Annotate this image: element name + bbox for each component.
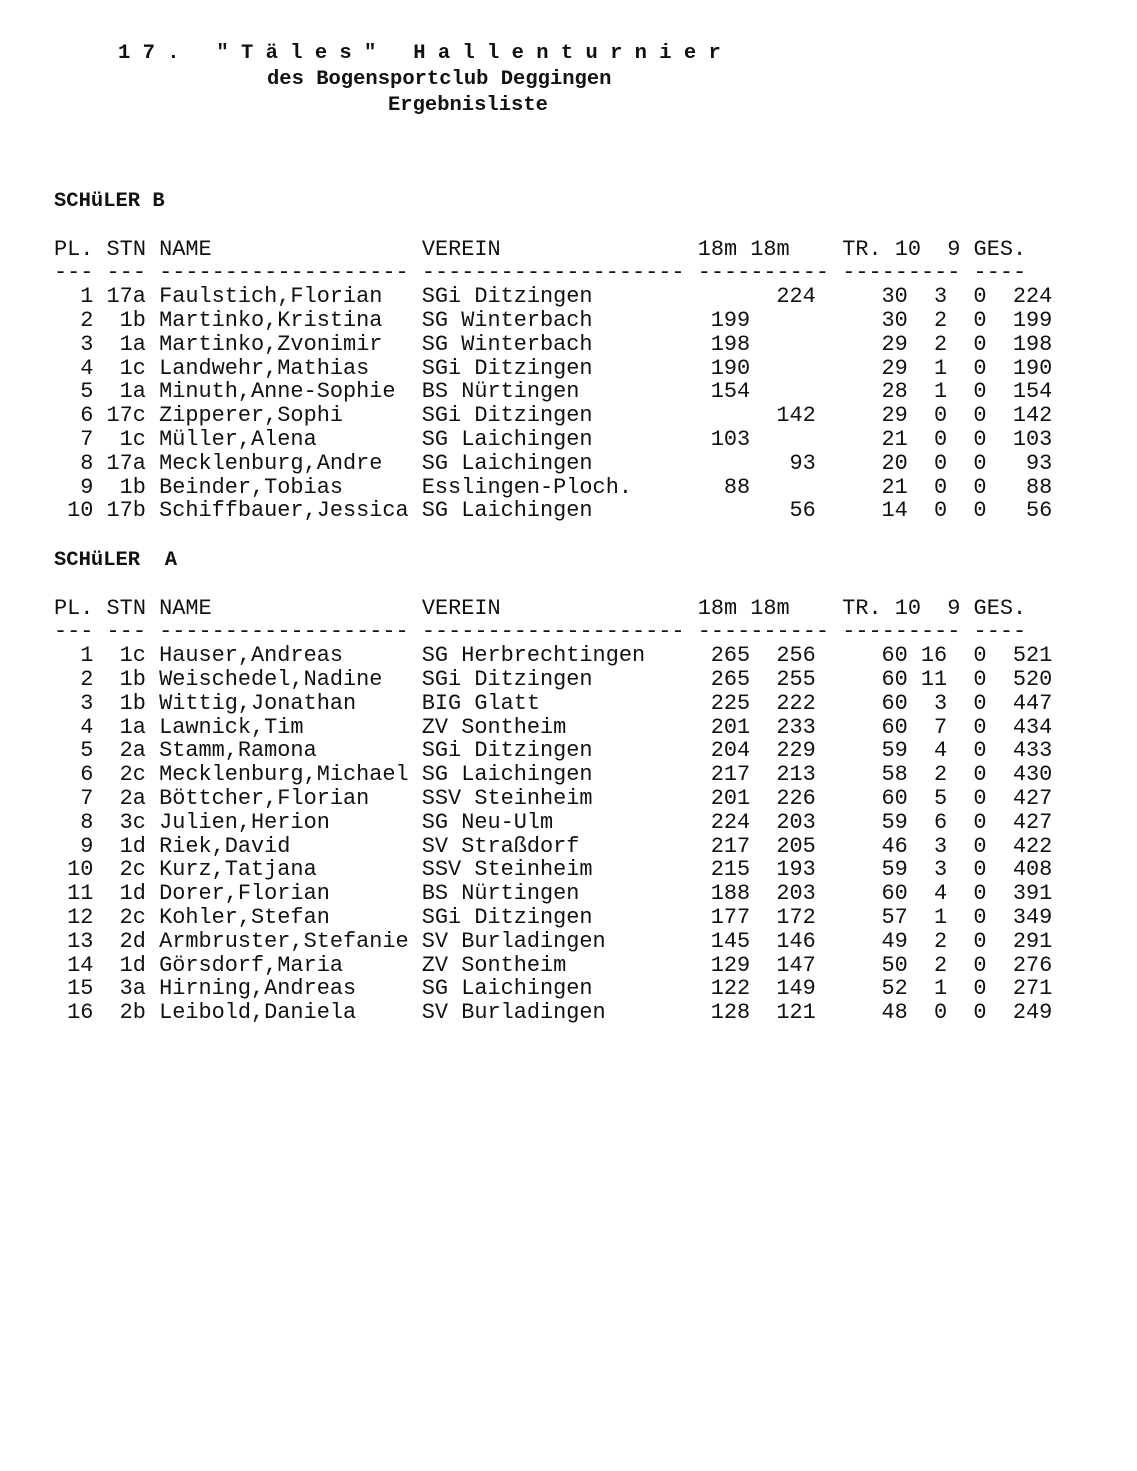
nines-count: 0 bbox=[973, 1001, 987, 1025]
total-score: 408 bbox=[1012, 858, 1053, 883]
tens-count: 0 bbox=[934, 427, 948, 452]
tens-count: 4 bbox=[934, 882, 948, 906]
club-name: SSV Steinheim bbox=[421, 786, 593, 811]
placement: 1 bbox=[80, 644, 94, 668]
nines-count: 0 bbox=[973, 380, 987, 405]
total-score: 291 bbox=[1012, 929, 1053, 954]
club-name: Esslingen-Ploch. bbox=[421, 475, 632, 500]
round2-score: 146 bbox=[776, 929, 816, 954]
nines-count: 0 bbox=[973, 667, 987, 692]
nines-count: 0 bbox=[973, 285, 987, 309]
station: 1a bbox=[119, 332, 146, 357]
column-header: PL. STN NAME VEREIN 18m 18m TR. 10 9 GES. bbox=[54, 595, 1027, 621]
nines-count: 0 bbox=[973, 475, 987, 500]
tournament-title: 1 7 . " T ä l e s " H a l l e n t u r n i e r bbox=[118, 42, 721, 65]
total-score: 434 bbox=[1012, 715, 1053, 740]
tens-count: 0 bbox=[934, 451, 948, 476]
total-score: 447 bbox=[1012, 691, 1053, 716]
section-schueler-a bbox=[54, 549, 1052, 1025]
station: 1c bbox=[119, 356, 146, 381]
tens-count: 0 bbox=[934, 499, 948, 524]
round1-score: 201 bbox=[710, 786, 751, 811]
total-score: 433 bbox=[1012, 739, 1053, 764]
hits-count: 57 bbox=[881, 905, 908, 930]
table-row bbox=[54, 692, 1052, 716]
column-header: PL. STN NAME VEREIN 18m 18m TR. 10 9 GES. bbox=[54, 236, 1027, 262]
total-score: 422 bbox=[1012, 834, 1053, 859]
total-score: 521 bbox=[1012, 644, 1053, 668]
round2-score: 56 bbox=[789, 499, 816, 524]
archer-name: Böttcher,Florian bbox=[159, 786, 370, 811]
tens-count: 2 bbox=[934, 332, 948, 357]
station: 3c bbox=[119, 810, 146, 835]
station: 1a bbox=[119, 715, 146, 740]
round2-score: 255 bbox=[776, 667, 816, 692]
station: 2d bbox=[119, 929, 146, 954]
nines-count: 0 bbox=[973, 953, 987, 978]
archer-name: Leibold,Daniela bbox=[159, 1001, 357, 1025]
club-name: SG Laichingen bbox=[421, 499, 593, 524]
table-row bbox=[54, 452, 1052, 476]
club-name: SG Laichingen bbox=[421, 977, 593, 1002]
table-row bbox=[54, 357, 1052, 381]
total-score: 427 bbox=[1012, 786, 1053, 811]
tens-count: 0 bbox=[934, 404, 948, 428]
club-name: SV Straßdorf bbox=[421, 834, 580, 859]
tens-count: 0 bbox=[934, 475, 948, 500]
round2-score: 213 bbox=[776, 763, 816, 787]
placement: 1 bbox=[80, 285, 94, 309]
station: 2a bbox=[119, 786, 146, 811]
nines-count: 0 bbox=[973, 356, 987, 381]
club-name: SG Laichingen bbox=[421, 427, 593, 452]
round2-score bbox=[763, 309, 816, 333]
club-name: ZV Sontheim bbox=[421, 953, 567, 978]
nines-count: 0 bbox=[973, 427, 987, 452]
round2-score bbox=[763, 428, 816, 452]
club-name: SG Neu-Ulm bbox=[421, 810, 554, 835]
round1-score: 265 bbox=[710, 644, 751, 668]
total-score: 190 bbox=[1012, 356, 1053, 381]
table-row bbox=[54, 285, 1052, 309]
placement: 13 bbox=[67, 929, 94, 954]
club-name: BIG Glatt bbox=[421, 691, 541, 716]
round1-score: 177 bbox=[710, 905, 751, 930]
club-subtitle: des Bogensportclub Deggingen bbox=[267, 68, 612, 91]
nines-count: 0 bbox=[973, 691, 987, 716]
table-row bbox=[54, 739, 1052, 763]
round1-score bbox=[698, 499, 751, 523]
station: 1b bbox=[119, 691, 146, 716]
total-score: 93 bbox=[1025, 451, 1053, 476]
tens-count: 16 bbox=[920, 644, 948, 668]
nines-count: 0 bbox=[973, 739, 987, 764]
round2-score bbox=[763, 476, 816, 500]
tens-count: 5 bbox=[934, 786, 948, 811]
station: 1b bbox=[119, 308, 146, 333]
total-score: 103 bbox=[1012, 427, 1053, 452]
club-name: SGi Ditzingen bbox=[421, 739, 593, 764]
club-name: SG Herbrechtingen bbox=[421, 644, 646, 668]
table-row bbox=[54, 954, 1052, 978]
nines-count: 0 bbox=[973, 929, 987, 954]
total-score: 199 bbox=[1012, 308, 1053, 333]
placement: 9 bbox=[80, 475, 94, 500]
round1-score: 199 bbox=[710, 308, 751, 333]
round1-score: 88 bbox=[723, 475, 751, 500]
round1-score: 129 bbox=[710, 953, 751, 978]
archer-name: Martinko,Kristina bbox=[159, 308, 383, 333]
results-table bbox=[54, 644, 1052, 1025]
archer-name: Beinder,Tobias bbox=[159, 475, 343, 500]
archer-name: Kurz,Tatjana bbox=[159, 858, 317, 883]
club-name: SSV Steinheim bbox=[421, 858, 593, 883]
placement: 14 bbox=[67, 953, 94, 978]
nines-count: 0 bbox=[973, 763, 987, 787]
round2-score: 233 bbox=[776, 715, 816, 740]
station: 2a bbox=[119, 739, 146, 764]
hits-count: 28 bbox=[881, 380, 908, 405]
hits-count: 60 bbox=[881, 715, 908, 740]
round1-score: 198 bbox=[710, 332, 751, 357]
archer-name: Kohler,Stefan bbox=[159, 905, 330, 930]
hits-count: 30 bbox=[881, 308, 908, 333]
club-name: SG Laichingen bbox=[421, 763, 593, 787]
nines-count: 0 bbox=[973, 451, 987, 476]
archer-name: Görsdorf,Maria bbox=[159, 953, 343, 978]
table-row bbox=[54, 835, 1052, 859]
placement: 8 bbox=[80, 810, 94, 835]
archer-name: Wittig,Jonathan bbox=[159, 691, 357, 716]
table-row bbox=[54, 499, 1052, 523]
club-name: SG Laichingen bbox=[421, 451, 593, 476]
club-name: SV Burladingen bbox=[421, 1001, 606, 1025]
nines-count: 0 bbox=[973, 308, 987, 333]
archer-name: Stamm,Ramona bbox=[159, 739, 317, 764]
round2-score: 205 bbox=[776, 834, 816, 859]
table-row bbox=[54, 763, 1052, 787]
placement: 10 bbox=[67, 858, 94, 883]
total-score: 391 bbox=[1012, 882, 1053, 906]
table-row bbox=[54, 668, 1052, 692]
club-name: ZV Sontheim bbox=[421, 715, 567, 740]
round2-score: 193 bbox=[776, 858, 816, 883]
placement: 15 bbox=[67, 977, 94, 1002]
station: 1d bbox=[119, 834, 146, 859]
club-name: BS Nürtingen bbox=[421, 882, 580, 906]
total-score: 224 bbox=[1012, 285, 1053, 309]
nines-count: 0 bbox=[973, 834, 987, 859]
tens-count: 0 bbox=[934, 1001, 948, 1025]
placement: 8 bbox=[80, 451, 94, 476]
total-score: 271 bbox=[1012, 977, 1053, 1002]
section-heading: SCHüLER A bbox=[54, 549, 178, 572]
placement: 12 bbox=[67, 905, 94, 930]
archer-name: Hirning,Andreas bbox=[159, 977, 357, 1002]
placement: 16 bbox=[67, 1001, 94, 1025]
placement: 9 bbox=[80, 834, 94, 859]
total-score: 142 bbox=[1012, 404, 1053, 428]
placement: 2 bbox=[80, 667, 94, 692]
round2-score: 229 bbox=[776, 739, 816, 764]
round2-score bbox=[763, 357, 816, 381]
table-row bbox=[54, 882, 1052, 906]
round1-score bbox=[698, 285, 751, 309]
tens-count: 2 bbox=[934, 953, 948, 978]
tens-count: 6 bbox=[934, 810, 948, 835]
station: 2c bbox=[119, 858, 146, 883]
station: 1c bbox=[119, 427, 146, 452]
tens-count: 3 bbox=[934, 285, 948, 309]
club-name: BS Nürtingen bbox=[421, 380, 580, 405]
nines-count: 0 bbox=[973, 332, 987, 357]
archer-name: Riek,David bbox=[159, 834, 291, 859]
table-row bbox=[54, 644, 1052, 668]
archer-name: Mecklenburg,Michael bbox=[159, 763, 409, 787]
header-separator: --- --- ------------------- -------------------- ---------- --------- ---- bbox=[54, 260, 1027, 286]
hits-count: 59 bbox=[881, 739, 908, 764]
table-row bbox=[54, 1001, 1052, 1025]
table-row bbox=[54, 716, 1052, 740]
tens-count: 2 bbox=[934, 308, 948, 333]
tens-count: 11 bbox=[920, 667, 948, 692]
nines-count: 0 bbox=[973, 810, 987, 835]
archer-name: Hauser,Andreas bbox=[159, 644, 343, 668]
round1-score: 215 bbox=[710, 858, 751, 883]
round1-score: 145 bbox=[710, 929, 751, 954]
tens-count: 2 bbox=[934, 763, 948, 787]
archer-name: Zipperer,Sophi bbox=[159, 404, 343, 428]
total-score: 198 bbox=[1012, 332, 1053, 357]
round1-score: 217 bbox=[710, 834, 751, 859]
round1-score: 103 bbox=[710, 427, 751, 452]
tens-count: 1 bbox=[934, 356, 948, 381]
total-score: 427 bbox=[1012, 810, 1053, 835]
round1-score: 188 bbox=[710, 882, 751, 906]
round2-score: 149 bbox=[776, 977, 816, 1002]
round1-score: 122 bbox=[710, 977, 751, 1002]
placement: 4 bbox=[80, 715, 94, 740]
round1-score: 190 bbox=[710, 356, 751, 381]
station: 2c bbox=[119, 905, 146, 930]
table-row bbox=[54, 333, 1052, 357]
tens-count: 1 bbox=[934, 977, 948, 1002]
archer-name: Lawnick,Tim bbox=[159, 715, 304, 740]
placement: 7 bbox=[80, 786, 94, 811]
station: 1a bbox=[119, 380, 146, 405]
placement: 4 bbox=[80, 356, 94, 381]
table-row bbox=[54, 906, 1052, 930]
hits-count: 59 bbox=[881, 858, 908, 883]
archer-name: Weischedel,Nadine bbox=[159, 667, 383, 692]
round1-score: 201 bbox=[710, 715, 751, 740]
hits-count: 29 bbox=[881, 332, 908, 357]
hits-count: 58 bbox=[881, 763, 908, 787]
table-row bbox=[54, 380, 1052, 404]
results-list-heading: Ergebnisliste bbox=[388, 94, 548, 117]
tens-count: 3 bbox=[934, 858, 948, 883]
archer-name: Dorer,Florian bbox=[159, 882, 330, 906]
club-name: SGi Ditzingen bbox=[421, 356, 593, 381]
total-score: 276 bbox=[1012, 953, 1053, 978]
station: 17a bbox=[106, 451, 146, 476]
station: 1d bbox=[119, 882, 146, 906]
archer-name: Martinko,Zvonimir bbox=[159, 332, 383, 357]
table-row bbox=[54, 787, 1052, 811]
station: 17b bbox=[106, 499, 146, 524]
hits-count: 21 bbox=[881, 427, 908, 452]
total-score: 349 bbox=[1012, 905, 1053, 930]
nines-count: 0 bbox=[973, 786, 987, 811]
table-row bbox=[54, 404, 1052, 428]
round1-score bbox=[698, 452, 751, 476]
club-name: SGi Ditzingen bbox=[421, 404, 593, 428]
round2-score: 147 bbox=[776, 953, 816, 978]
section-schueler-b bbox=[54, 190, 1052, 523]
station: 3a bbox=[119, 977, 146, 1002]
station: 1d bbox=[119, 953, 146, 978]
club-name: SGi Ditzingen bbox=[421, 667, 593, 692]
hits-count: 29 bbox=[881, 356, 908, 381]
nines-count: 0 bbox=[973, 858, 987, 883]
tens-count: 1 bbox=[934, 380, 948, 405]
round2-score: 256 bbox=[776, 644, 816, 668]
tens-count: 3 bbox=[934, 691, 948, 716]
round2-score: 142 bbox=[776, 404, 816, 428]
tens-count: 1 bbox=[934, 905, 948, 930]
total-score: 430 bbox=[1012, 763, 1053, 787]
placement: 11 bbox=[67, 882, 94, 906]
hits-count: 29 bbox=[881, 404, 908, 428]
table-row bbox=[54, 977, 1052, 1001]
nines-count: 0 bbox=[973, 882, 987, 906]
round1-score bbox=[698, 404, 751, 428]
archer-name: Armbruster,Stefanie bbox=[159, 929, 409, 954]
round1-score: 217 bbox=[710, 763, 751, 787]
station: 1b bbox=[119, 475, 146, 500]
table-row bbox=[54, 811, 1052, 835]
table-row bbox=[54, 309, 1052, 333]
nines-count: 0 bbox=[973, 977, 987, 1002]
round1-score: 265 bbox=[710, 667, 751, 692]
nines-count: 0 bbox=[973, 404, 987, 428]
results-table bbox=[54, 285, 1052, 523]
placement: 3 bbox=[80, 691, 94, 716]
round1-score: 128 bbox=[710, 1001, 751, 1025]
round2-score: 224 bbox=[776, 285, 816, 309]
station: 17c bbox=[106, 404, 146, 428]
hits-count: 60 bbox=[881, 691, 908, 716]
round2-score: 93 bbox=[789, 451, 816, 476]
hits-count: 60 bbox=[881, 667, 908, 692]
round2-score: 203 bbox=[776, 810, 816, 835]
round2-score bbox=[763, 333, 816, 357]
hits-count: 21 bbox=[881, 475, 908, 500]
hits-count: 60 bbox=[881, 644, 908, 668]
placement: 6 bbox=[80, 404, 94, 428]
total-score: 88 bbox=[1025, 475, 1053, 500]
round2-score: 226 bbox=[776, 786, 816, 811]
round2-score: 222 bbox=[776, 691, 816, 716]
placement: 2 bbox=[80, 308, 94, 333]
club-name: SGi Ditzingen bbox=[421, 285, 593, 309]
round2-score: 203 bbox=[776, 882, 816, 906]
placement: 10 bbox=[67, 499, 94, 524]
tens-count: 7 bbox=[934, 715, 948, 740]
club-name: SV Burladingen bbox=[421, 929, 606, 954]
station: 1b bbox=[119, 667, 146, 692]
total-score: 520 bbox=[1012, 667, 1053, 692]
hits-count: 49 bbox=[881, 929, 908, 954]
round1-score: 224 bbox=[710, 810, 751, 835]
station: 2b bbox=[119, 1001, 146, 1025]
hits-count: 52 bbox=[881, 977, 908, 1002]
nines-count: 0 bbox=[973, 905, 987, 930]
round2-score bbox=[763, 380, 816, 404]
club-name: SGi Ditzingen bbox=[421, 905, 593, 930]
archer-name: Schiffbauer,Jessica bbox=[159, 499, 409, 524]
section-heading: SCHüLER B bbox=[54, 190, 165, 213]
hits-count: 50 bbox=[881, 953, 908, 978]
placement: 7 bbox=[80, 427, 94, 452]
hits-count: 46 bbox=[881, 834, 908, 859]
tens-count: 3 bbox=[934, 834, 948, 859]
archer-name: Minuth,Anne-Sophie bbox=[159, 380, 396, 405]
station: 1c bbox=[119, 644, 146, 668]
archer-name: Müller,Alena bbox=[159, 427, 317, 452]
total-score: 154 bbox=[1012, 380, 1053, 405]
table-row bbox=[54, 428, 1052, 452]
club-name: SG Winterbach bbox=[421, 308, 593, 333]
hits-count: 48 bbox=[881, 1001, 908, 1025]
round1-score: 225 bbox=[710, 691, 751, 716]
nines-count: 0 bbox=[973, 499, 987, 524]
hits-count: 20 bbox=[881, 451, 908, 476]
round1-score: 154 bbox=[710, 380, 751, 405]
nines-count: 0 bbox=[973, 715, 987, 740]
round2-score: 121 bbox=[776, 1001, 816, 1025]
hits-count: 60 bbox=[881, 882, 908, 906]
archer-name: Faulstich,Florian bbox=[159, 285, 383, 309]
hits-count: 60 bbox=[881, 786, 908, 811]
hits-count: 59 bbox=[881, 810, 908, 835]
club-name: SG Winterbach bbox=[421, 332, 593, 357]
table-row bbox=[54, 858, 1052, 882]
station: 2c bbox=[119, 763, 146, 787]
archer-name: Mecklenburg,Andre bbox=[159, 451, 383, 476]
header-separator: --- --- ------------------- -------------------- ---------- --------- ---- bbox=[54, 619, 1027, 645]
placement: 5 bbox=[80, 739, 94, 764]
placement: 6 bbox=[80, 763, 94, 787]
placement: 5 bbox=[80, 380, 94, 405]
round2-score: 172 bbox=[776, 905, 816, 930]
archer-name: Landwehr,Mathias bbox=[159, 356, 370, 381]
hits-count: 14 bbox=[881, 499, 908, 524]
hits-count: 30 bbox=[881, 285, 908, 309]
table-row bbox=[54, 476, 1052, 500]
archer-name: Julien,Herion bbox=[159, 810, 330, 835]
tens-count: 2 bbox=[934, 929, 948, 954]
station: 17a bbox=[106, 285, 146, 309]
placement: 3 bbox=[80, 332, 94, 357]
nines-count: 0 bbox=[973, 644, 987, 668]
table-row bbox=[54, 930, 1052, 954]
total-score: 249 bbox=[1012, 1001, 1053, 1025]
tens-count: 4 bbox=[934, 739, 948, 764]
round1-score: 204 bbox=[710, 739, 751, 764]
total-score: 56 bbox=[1025, 499, 1053, 524]
